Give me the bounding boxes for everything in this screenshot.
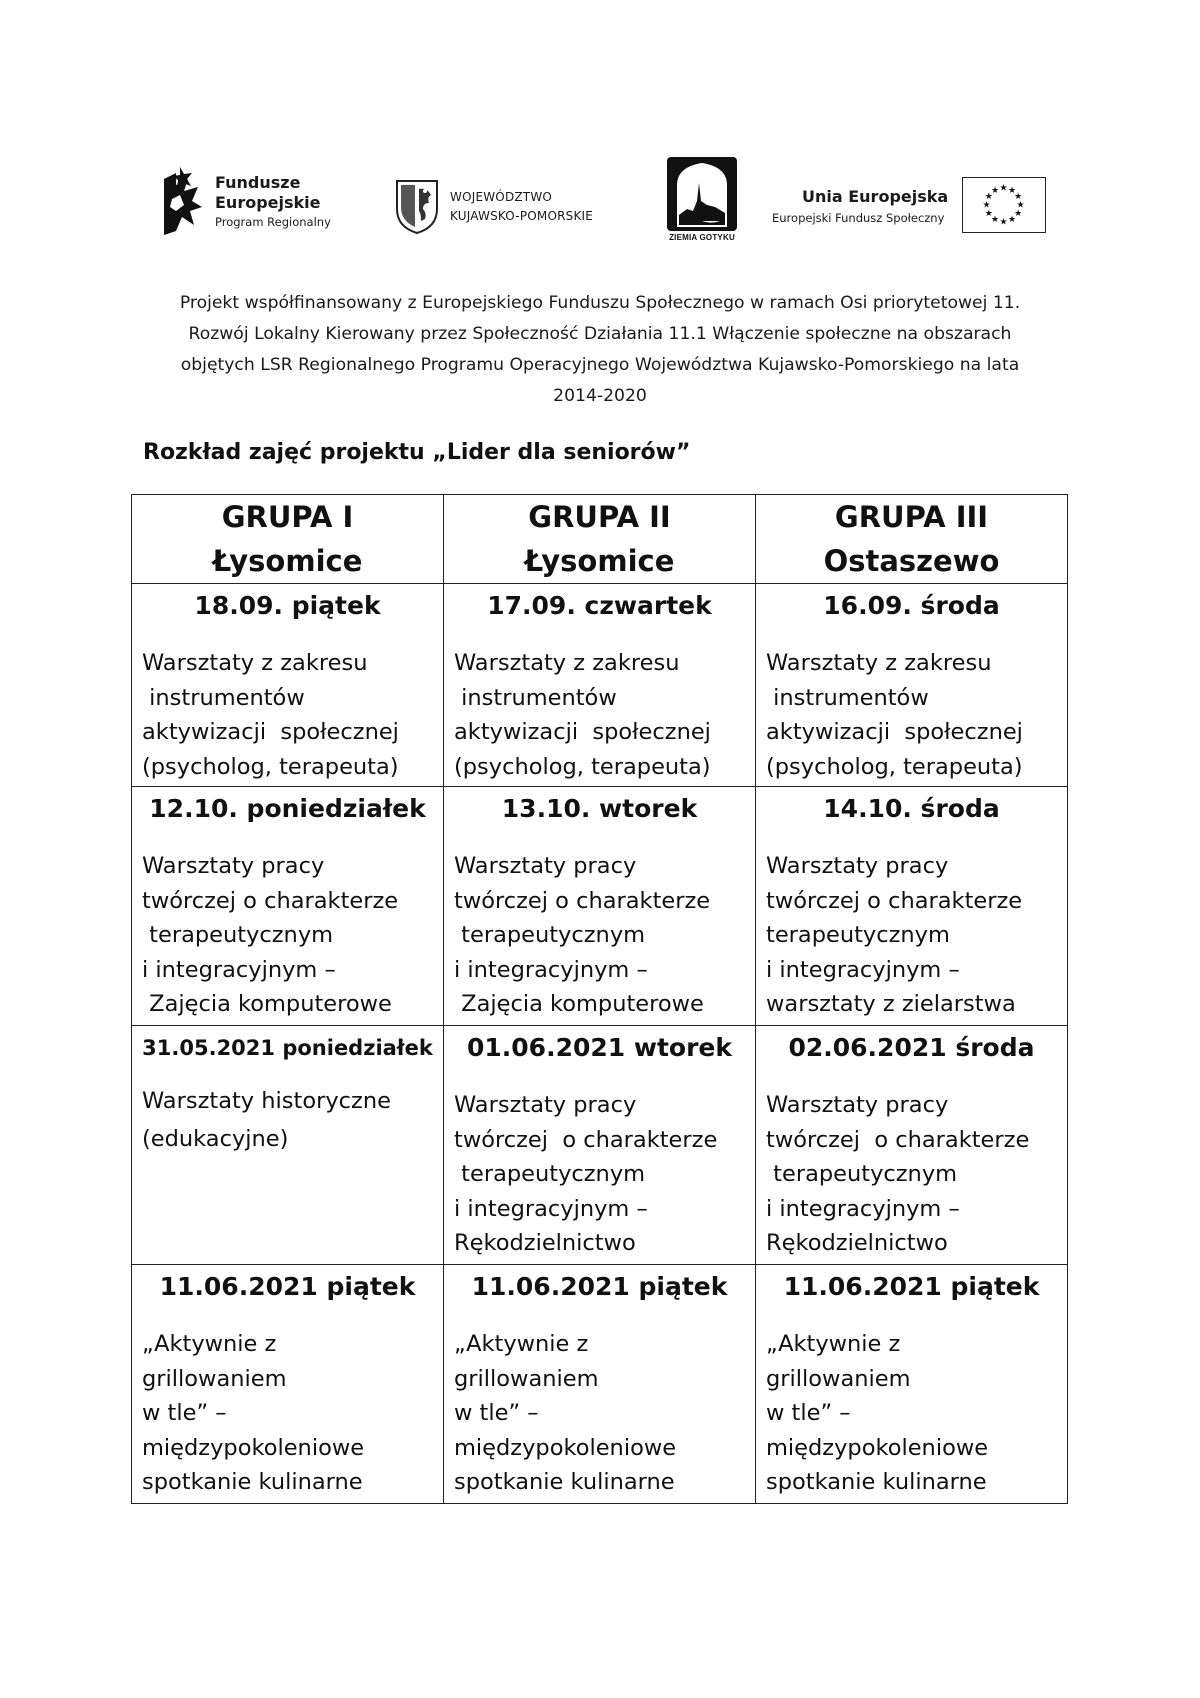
session-description: Warsztaty pracy twórczej o charakterze terapeutycznym i integracyjnym – Zajęcia komputerowe xyxy=(454,853,711,1017)
group-name: GRUPA I xyxy=(221,500,354,534)
table-cell xyxy=(444,584,756,787)
table-row xyxy=(132,1026,1068,1265)
session-description: Warsztaty z zakresu instrumentów aktywizacji społecznej (psycholog, terapeuta) xyxy=(142,650,399,780)
group-location: Łysomice xyxy=(212,544,363,578)
group-name: GRUPA II xyxy=(528,500,671,534)
gothic-arch-icon xyxy=(663,155,741,233)
session-description: Warsztaty z zakresu instrumentów aktywizacji społecznej (psycholog, terapeuta) xyxy=(766,650,1023,780)
coat-of-arms-icon xyxy=(393,177,441,235)
eu-star-icon: ★ xyxy=(990,214,1000,225)
group-header xyxy=(444,495,756,584)
group-header xyxy=(756,495,1068,584)
table-cell xyxy=(756,787,1068,1026)
eu-star-icon: ★ xyxy=(1016,199,1025,210)
session-date: 16.09. środa xyxy=(823,591,1000,620)
eu-star-icon: ★ xyxy=(990,184,1000,195)
eu-star-icon: ★ xyxy=(984,191,993,201)
eu-star-icon: ★ xyxy=(984,208,993,218)
session-date: 01.06.2021 wtorek xyxy=(467,1033,732,1062)
session-date: 11.06.2021 piątek xyxy=(159,1272,416,1301)
fundusze-line1: Fundusze xyxy=(215,173,301,192)
ue-line1: Unia Europejska xyxy=(802,187,949,206)
session-date: 13.10. wtorek xyxy=(501,794,698,823)
eu-star-icon: ★ xyxy=(1007,184,1017,195)
intro-line: Rozwój Lokalny Kierowany przez Społeczność Działania 11.1 Włączenie społeczne na obszarach xyxy=(188,324,1012,344)
ziemia-gotyku-label: ZIEMIA GOTYKU xyxy=(669,233,735,242)
group-name: GRUPA III xyxy=(834,500,989,534)
table-cell xyxy=(132,1026,444,1265)
eu-star-icon: ★ xyxy=(999,216,1008,227)
session-date: 14.10. środa xyxy=(823,794,1000,823)
session-description: „Aktywnie z grillowaniem w tle” – międzypokoleniowe spotkanie kulinarne xyxy=(766,1331,989,1495)
eu-star-icon: ★ xyxy=(999,182,1008,193)
unia-europejska-logo xyxy=(772,177,1052,237)
ziemia-gotyku-logo xyxy=(663,155,741,245)
wojewodztwo-line2: KUJAWSKO-POMORSKIE xyxy=(450,209,594,223)
fundusze-line2: Europejskie xyxy=(215,193,321,212)
table-cell xyxy=(444,787,756,1026)
intro-line: objętych LSR Regionalnego Programu Operacyjnego Województwa Kujawsko-Pomorskiego na lata xyxy=(180,355,1020,375)
logo-strip xyxy=(0,155,1200,245)
group-location: Ostaszewo xyxy=(823,544,1000,578)
session-description: Warsztaty z zakresu instrumentów aktywizacji społecznej (psycholog, terapeuta) xyxy=(454,650,711,780)
table-cell xyxy=(132,787,444,1026)
intro-line: Projekt współfinansowany z Europejskiego Funduszu Społecznego w ramach Osi priorytetowej 11. xyxy=(179,293,1021,313)
session-date: 11.06.2021 piątek xyxy=(471,1272,728,1301)
session-description: Warsztaty pracy twórczej o charakterze terapeutycznym i integracyjnym – Rękodzielnictwo xyxy=(766,1092,1030,1256)
ue-line2: Europejski Fundusz Społeczny xyxy=(772,211,945,225)
session-date: 12.10. poniedziałek xyxy=(149,794,426,823)
eu-flag-icon xyxy=(962,177,1046,233)
session-description: Warsztaty pracy twórczej o charakterze terapeutycznym i integracyjnym – Rękodzielnictwo xyxy=(454,1092,718,1256)
fundusze-europejskie-icon xyxy=(162,165,206,237)
session-description: Warsztaty pracy twórczej o charakterze terapeutycznym i integracyjnym – Zajęcia komputerowe xyxy=(142,853,399,1017)
table-cell xyxy=(132,584,444,787)
session-description: Warsztaty historyczne (edukacyjne) xyxy=(142,1088,391,1152)
table-cell xyxy=(444,1026,756,1265)
table-cell xyxy=(756,584,1068,787)
wojewodztwo-line1: WOJEWÓDZTWO xyxy=(450,190,553,204)
eu-star-icon: ★ xyxy=(1007,214,1017,225)
session-description: „Aktywnie z grillowaniem w tle” – międzypokoleniowe spotkanie kulinarne xyxy=(454,1331,677,1495)
table-row xyxy=(132,787,1068,1026)
group-location: Łysomice xyxy=(524,544,675,578)
intro-line: 2014-2020 xyxy=(553,386,647,406)
table-cell xyxy=(132,1265,444,1504)
fundusze-line3: Program Regionalny xyxy=(215,215,331,229)
eu-star-icon: ★ xyxy=(1014,191,1023,201)
session-date: 18.09. piątek xyxy=(194,591,381,620)
project-funding-note xyxy=(140,288,1060,412)
table-cell xyxy=(444,1265,756,1504)
table-cell xyxy=(756,1026,1068,1265)
session-date: 02.06.2021 środa xyxy=(788,1033,1035,1062)
eu-star-icon: ★ xyxy=(982,199,991,210)
session-description: „Aktywnie z grillowaniem w tle” – międzypokoleniowe spotkanie kulinarne xyxy=(142,1331,365,1495)
session-date: 11.06.2021 piątek xyxy=(783,1272,1040,1301)
session-date: 31.05.2021 poniedziałek xyxy=(142,1036,433,1060)
wojewodztwo-logo xyxy=(393,177,623,237)
eu-star-icon: ★ xyxy=(1014,208,1023,218)
fundusze-europejskie-logo xyxy=(162,165,347,237)
table-row xyxy=(132,584,1068,787)
session-date: 17.09. czwartek xyxy=(487,591,712,620)
schedule-table xyxy=(131,494,1068,1504)
table-header-row xyxy=(132,495,1068,584)
session-description: Warsztaty pracy twórczej o charakterze terapeutycznym i integracyjnym – warsztaty z zielarstwa xyxy=(766,853,1023,1017)
table-cell xyxy=(756,1265,1068,1504)
group-header xyxy=(132,495,444,584)
table-row xyxy=(132,1265,1068,1504)
schedule-title: Rozkład zajęć projektu „Lider dla seniorów” xyxy=(143,440,691,465)
